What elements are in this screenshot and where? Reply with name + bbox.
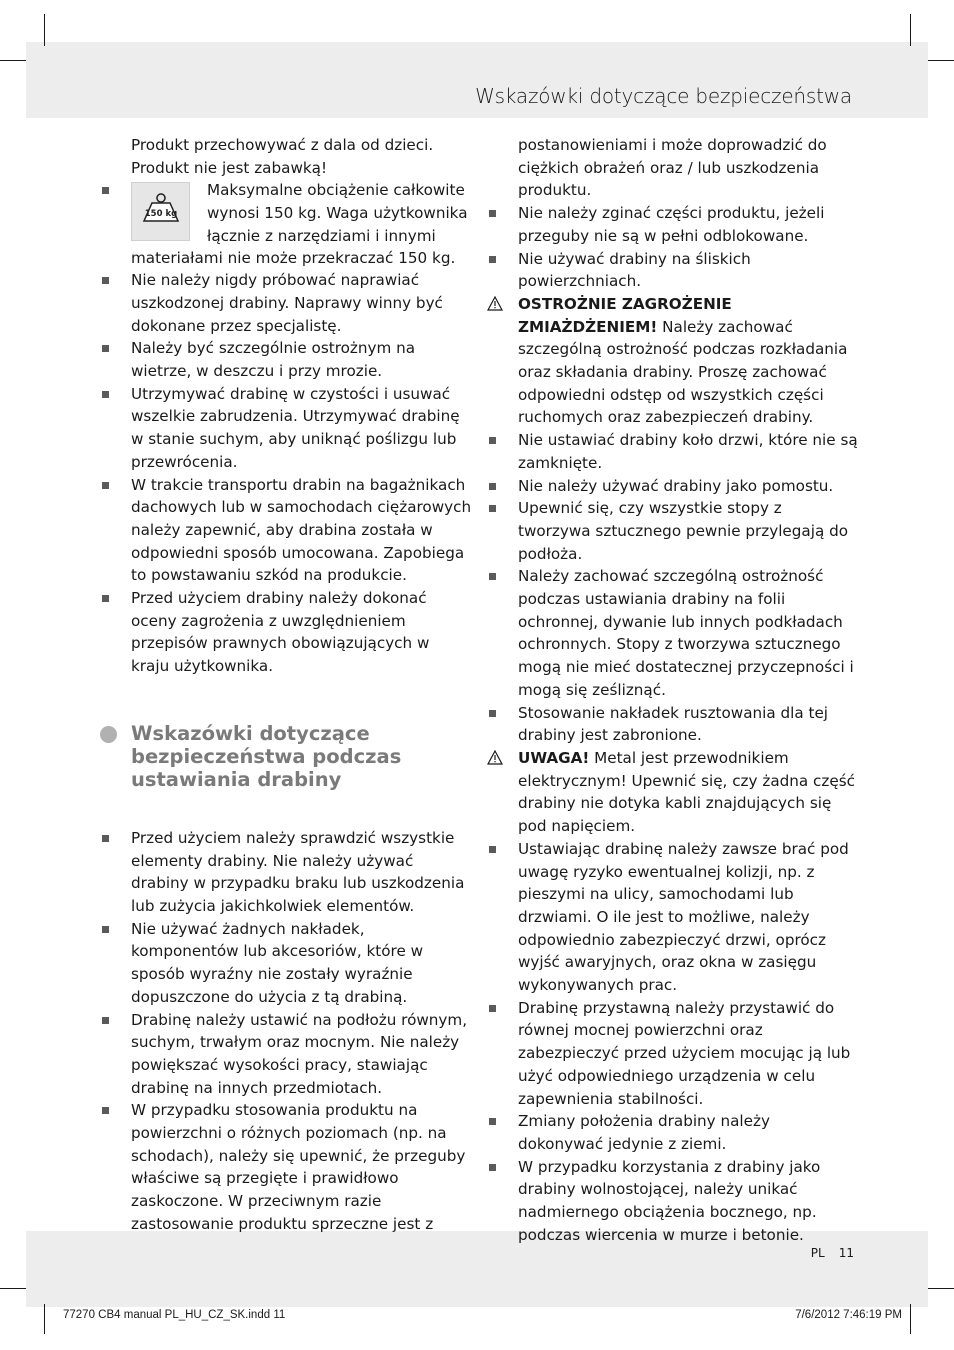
bullet-icon	[102, 391, 109, 398]
page-title: Wskazówki dotyczące bezpieczeństwa	[475, 84, 852, 108]
language-code: PL	[810, 1246, 825, 1260]
list-item-text: Nie należy nigdy próbować naprawiać uszkodzonej drabiny. Naprawy winny być dokonane przez specjalistę.	[131, 271, 443, 335]
warning-item	[487, 293, 859, 429]
list-item-text: W przypadku korzystania z drabiny jako drabiny wolnostojącej, należy unikać nadmiernego obciążenia bocznego, np. podczas wiercenia w murze i betonie.	[518, 1157, 821, 1244]
crop-mark	[44, 1304, 45, 1334]
bullet-icon	[102, 187, 109, 194]
crop-mark	[928, 1288, 954, 1289]
list-item	[487, 202, 859, 247]
bullet-icon	[489, 1005, 496, 1012]
left-column	[100, 134, 472, 1236]
list-item-text: Stosowanie nakładek rusztowania dla tej drabiny jest zabronione.	[518, 703, 829, 745]
list-item	[100, 1009, 472, 1100]
bullet-icon	[489, 483, 496, 490]
intro-line: Produkt przechowywać z dala od dzieci.	[131, 136, 434, 154]
list-item	[487, 248, 859, 293]
right-column	[487, 134, 859, 1246]
bullet-icon	[102, 345, 109, 352]
bullet-icon	[489, 1118, 496, 1125]
crop-mark	[44, 14, 45, 46]
list-item	[100, 383, 472, 474]
warning-label: UWAGA!	[518, 748, 590, 767]
crop-mark	[0, 60, 26, 61]
bullet-icon	[489, 210, 496, 217]
section-title: Wskazówki dotyczące bezpieczeństwa podczas ustawiania drabiny	[131, 721, 402, 791]
bullet-icon	[489, 1164, 496, 1171]
bullet-icon	[489, 573, 496, 580]
crop-mark	[0, 1288, 26, 1289]
list-item	[100, 918, 472, 1009]
list-item-text: Nie należy używać drabiny jako pomostu.	[518, 476, 834, 495]
page-number-value: 11	[838, 1246, 854, 1260]
max-load-continuation: materiałami nie może przekraczać 150 kg.	[131, 248, 456, 267]
crop-mark	[910, 14, 911, 46]
bullet-icon	[102, 1107, 109, 1114]
bullet-icon	[489, 505, 496, 512]
list-item-text: Zmiany położenia drabiny należy dokonywać jedynie z ziemi.	[518, 1112, 770, 1153]
warning-label: OSTROŻNIE ZAGROŻENIE ZMIAŻDŻENIEM!	[518, 294, 732, 336]
list-item-text: Nie należy zginać części produktu, jeżeli przeguby nie są w pełni odblokowane.	[518, 204, 825, 245]
warning-body: Należy zachować szczególną ostrożność podczas rozkładania oraz składania drabiny. Proszę zachować odpowiedni odstęp od wszystkich części ruchomych oraz zabezpieczeń drabiny.	[518, 317, 848, 427]
list-item	[487, 565, 859, 701]
list-item	[487, 497, 859, 565]
list-item-text: W trakcie transportu drabin na bagażnikach dachowych lub w samochodach ciężarowych należy zapewnić, aby drabina została w odpowiedni sposób umocowana. Zapobiega to powstawaniu szkód na produkcie.	[131, 475, 472, 585]
continuation-text: postanowieniami i może doprowadzić do ciężkich obrażeń oraz / lub uszkodzenia produktu.	[518, 136, 827, 200]
bullet-icon	[102, 926, 109, 933]
list-item	[487, 429, 859, 474]
list-item-text: Przed użyciem drabiny należy dokonać oceny zagrożenia z uwzględnieniem przepisów prawnych obowiązujących w kraju użytkownika.	[131, 589, 430, 676]
list-item	[487, 475, 859, 498]
bullet-icon	[489, 710, 496, 717]
bullet-icon	[102, 482, 109, 489]
list-item-text: Utrzymywać drabinę w czystości i usuwać wszelkie zabrudzenia. Utrzymywać drabinę w stanie suchym, aby uniknąć poślizgu lub przewrócenia.	[131, 384, 460, 471]
bullet-icon	[102, 595, 109, 602]
warning-text	[518, 293, 859, 429]
list-item	[487, 1156, 859, 1247]
list-item	[487, 1110, 859, 1155]
list-item-text: Nie używać żadnych nakładek, komponentów lub akcesoriów, które w sposób wyraźny nie zostały wyraźnie dopuszczone do użycia z tą drabiną.	[131, 919, 424, 1006]
bullet-icon	[489, 256, 496, 263]
page-number	[811, 1246, 854, 1260]
weight-icon-label: 150 kg	[144, 209, 178, 220]
list-item	[100, 337, 472, 382]
crop-mark	[928, 60, 954, 61]
list-item-text: Przed użyciem należy sprawdzić wszystkie elementy drabiny. Nie należy używać drabiny w przypadku braku lub uszkodzenia lub zużycia jakichkolwiek elementów.	[131, 828, 465, 915]
bullet-icon	[102, 835, 109, 842]
list-item	[100, 179, 472, 247]
warning-body: Metal jest przewodnikiem elektrycznym! Upewnić się, czy żadna część drabiny nie dotyka kabli znajdujących się pod napięciem.	[518, 748, 855, 836]
list-item-text: Nie używać drabiny na śliskich powierzchniach.	[518, 249, 751, 291]
list-item	[487, 838, 859, 997]
intro-text	[100, 134, 472, 179]
list-item-text: Należy być szczególnie ostrożnym na wietrze, w deszczu i przy mrozie.	[131, 339, 416, 381]
list-item	[100, 587, 472, 678]
list-item-text: Drabinę przystawną należy przystawić do równej mocnej powierzchni oraz zabezpieczyć przed użyciem mocując ją lub użyć odpowiedniego urządzenia w celu zapewnienia stabilności.	[518, 998, 851, 1108]
timestamp-slug: 7/6/2012 7:46:19 PM	[795, 1309, 902, 1321]
list-item	[100, 269, 472, 337]
list-item	[487, 702, 859, 747]
list-item	[100, 1099, 472, 1235]
list-item	[100, 474, 472, 588]
bullet-icon	[489, 846, 496, 853]
weight-icon	[131, 182, 190, 241]
list-item-text: W przypadku stosowania produktu na powierzchni o różnych poziomach (np. na schodach), należy się upewnić, że przeguby właściwe są przegięte i prawidłowo zaskoczone. W przeciwnym razie zastosowanie produktu sprzeczne jest z	[131, 1101, 466, 1233]
max-load-text: Maksymalne obciążenie całkowite wynosi 150 kg. Waga użytkownika łącznie z narzędziami i innymi	[207, 181, 468, 245]
list-item-text: Nie ustawiać drabiny koło drzwi, które nie są zamknięte.	[518, 431, 858, 472]
warning-item	[487, 747, 859, 838]
crop-mark	[910, 1304, 911, 1334]
list-item	[100, 827, 472, 918]
list-item-text: Drabinę należy ustawić na podłożu równym, suchym, trwałym oraz mocnym. Nie należy powiększać wysokości pracy, stawiając drabinę na innych przedmiotach.	[131, 1010, 468, 1097]
list-item-text: Ustawiając drabinę należy zawsze brać pod uwagę ryzyko ewentualnej kolizji, np. z pieszymi na ulicy, samochodami lub drzwiami. O ile jest to możliwe, należy odpowiednio zabezpieczyć drzwi, oprócz wyjść awaryjnych, oraz okna w zasięgu wykonywanych prac.	[518, 839, 849, 995]
warning-icon	[487, 296, 503, 311]
list-item	[487, 997, 859, 1111]
section-dot-icon	[100, 726, 117, 743]
list-item-text: Upewnić się, czy wszystkie stopy z tworzywa sztucznego pewnie przylegają do podłoża.	[518, 499, 849, 563]
intro-line: Produkt nie jest zabawką!	[131, 158, 328, 177]
section-heading	[100, 722, 472, 791]
bullet-icon	[102, 1017, 109, 1024]
list-item-text: Należy zachować szczególną ostrożność podczas ustawiania drabiny na folii ochronnej, dywanie lub innych podkładach ochronnych. Stopy z tworzywa sztucznego mogą nie mieć dostatecznej przyczepności i mogą się ześliznąć.	[518, 567, 854, 699]
warning-icon	[487, 750, 503, 765]
bullet-icon	[102, 277, 109, 284]
file-slug: 77270 CB4 manual PL_HU_CZ_SK.indd 11	[63, 1309, 286, 1321]
warning-text	[518, 747, 859, 838]
bullet-icon	[489, 437, 496, 444]
